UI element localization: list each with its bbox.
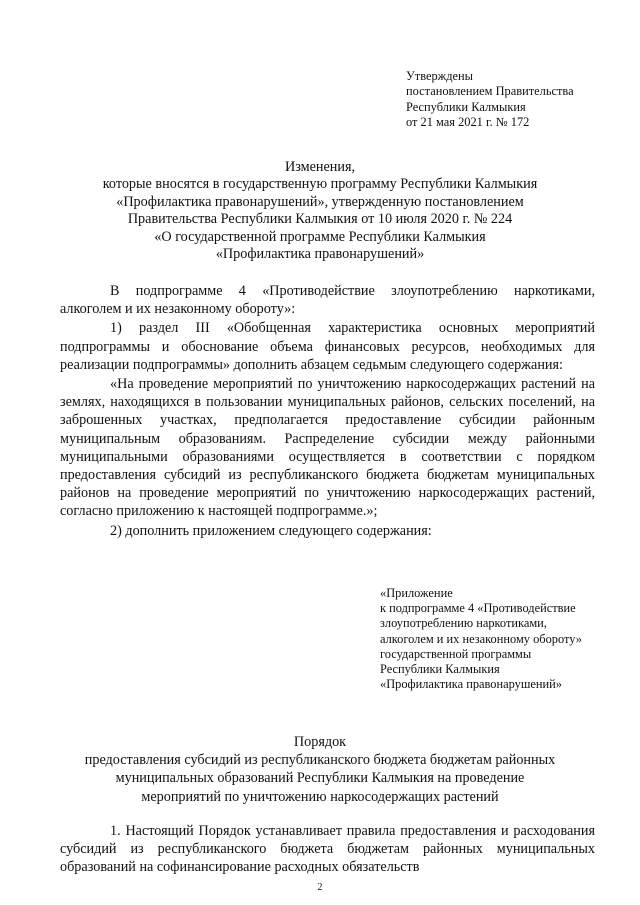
amendment-body bbox=[60, 282, 595, 540]
appendix-line: Республики Калмыкия bbox=[380, 662, 500, 677]
order-title-line: муниципальных образований Республики Калмыкия на проведение bbox=[115, 770, 525, 787]
approval-line: постановлением Правительства bbox=[406, 84, 574, 99]
appendix-line: «Профилактика правонарушений» bbox=[380, 677, 562, 692]
title-line: «Профилактика правонарушений» bbox=[215, 246, 425, 263]
title-line: «О государственной программе Республики Калмыкия bbox=[154, 228, 486, 245]
approval-line: Республики Калмыкия bbox=[406, 99, 526, 114]
approval-date: от 21 мая 2021 г. № 172 bbox=[406, 115, 530, 130]
order-title-line: предоставления субсидий из республиканского бюджета бюджетам районных bbox=[84, 752, 556, 769]
appendix-line: алкоголем и их незаконному обороту» bbox=[380, 631, 582, 646]
appendix-line: «Приложение bbox=[380, 586, 453, 600]
title-line: которые вносятся в государственную программу Республики Калмыкия bbox=[102, 176, 538, 193]
page-number: 2 bbox=[317, 882, 323, 893]
appendix-header bbox=[380, 586, 610, 692]
order-title-line: Порядок bbox=[293, 734, 347, 750]
title-line: Правительства Республики Калмыкия от 10 июля 2020 г. № 224 bbox=[127, 211, 513, 228]
order-body bbox=[60, 822, 595, 877]
order-title bbox=[40, 733, 600, 806]
appendix-line: к подпрограмме 4 «Противодействие bbox=[380, 601, 576, 616]
appendix-line: государственной программы bbox=[380, 646, 532, 661]
approval-stamp bbox=[406, 69, 636, 131]
paragraph: 1) раздел III «Обобщенная характеристика основных мероприятий подпрограммы и обоснование объема финансовых ресурсов, необходимых для реализации подпрограммы» дополнить абзацем седьмым следующего содержания: bbox=[60, 320, 595, 373]
paragraph: «На проведение мероприятий по уничтожению наркосодержащих растений на землях, находящихся в пользовании муниципальных районов, сельских поселений, на заброшенных участках, предполагается предоставление субсидии районным муниципальным образованиям. Распределение субсидии между районными муниципальными образованиями осуществляется в соответствии с порядком предоставления субсидий из республиканского бюджета бюджетам муниципальных районов на проведение мероприятий по уничтожению наркосодержащих растений, согласно приложению к настоящей подпрограмме.»; bbox=[60, 376, 595, 520]
appendix-line: злоупотреблению наркотиками, bbox=[380, 616, 547, 631]
paragraph: 2) дополнить приложением следующего содержания: bbox=[110, 522, 432, 539]
order-title-line: мероприятий по уничтожению наркосодержащих растений bbox=[141, 788, 499, 805]
title-line: Изменения, bbox=[284, 159, 356, 175]
changes-title bbox=[40, 159, 600, 263]
approval-line: Утверждены bbox=[406, 69, 473, 83]
paragraph: 1. Настоящий Порядок устанавливает правила предоставления и расходования субсидий из республиканского бюджета бюджетам районных муниципальных образований на софинансирование расходных обязательств bbox=[60, 823, 595, 876]
paragraph: В подпрограмме 4 «Противодействие злоупотреблению наркотиками, алкоголем и их незаконному обороту»: bbox=[60, 283, 595, 318]
title-line: «Профилактика правонарушений», утвержденную постановлением bbox=[116, 193, 524, 210]
